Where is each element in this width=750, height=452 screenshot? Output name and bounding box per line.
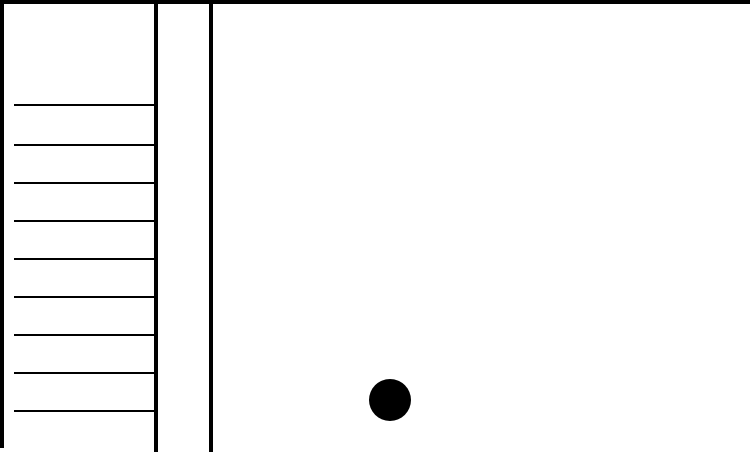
row-rule bbox=[14, 220, 154, 222]
row-rule bbox=[14, 104, 154, 106]
punch-hole bbox=[369, 379, 411, 421]
row-rule bbox=[14, 296, 154, 298]
row-rule bbox=[14, 334, 154, 336]
row-rule bbox=[14, 258, 154, 260]
column-divider-left bbox=[154, 4, 158, 452]
row-rule bbox=[14, 372, 154, 374]
column-divider-right bbox=[209, 4, 213, 452]
row-rule bbox=[14, 144, 154, 146]
row-rule bbox=[14, 182, 154, 184]
row-rule bbox=[14, 410, 154, 412]
